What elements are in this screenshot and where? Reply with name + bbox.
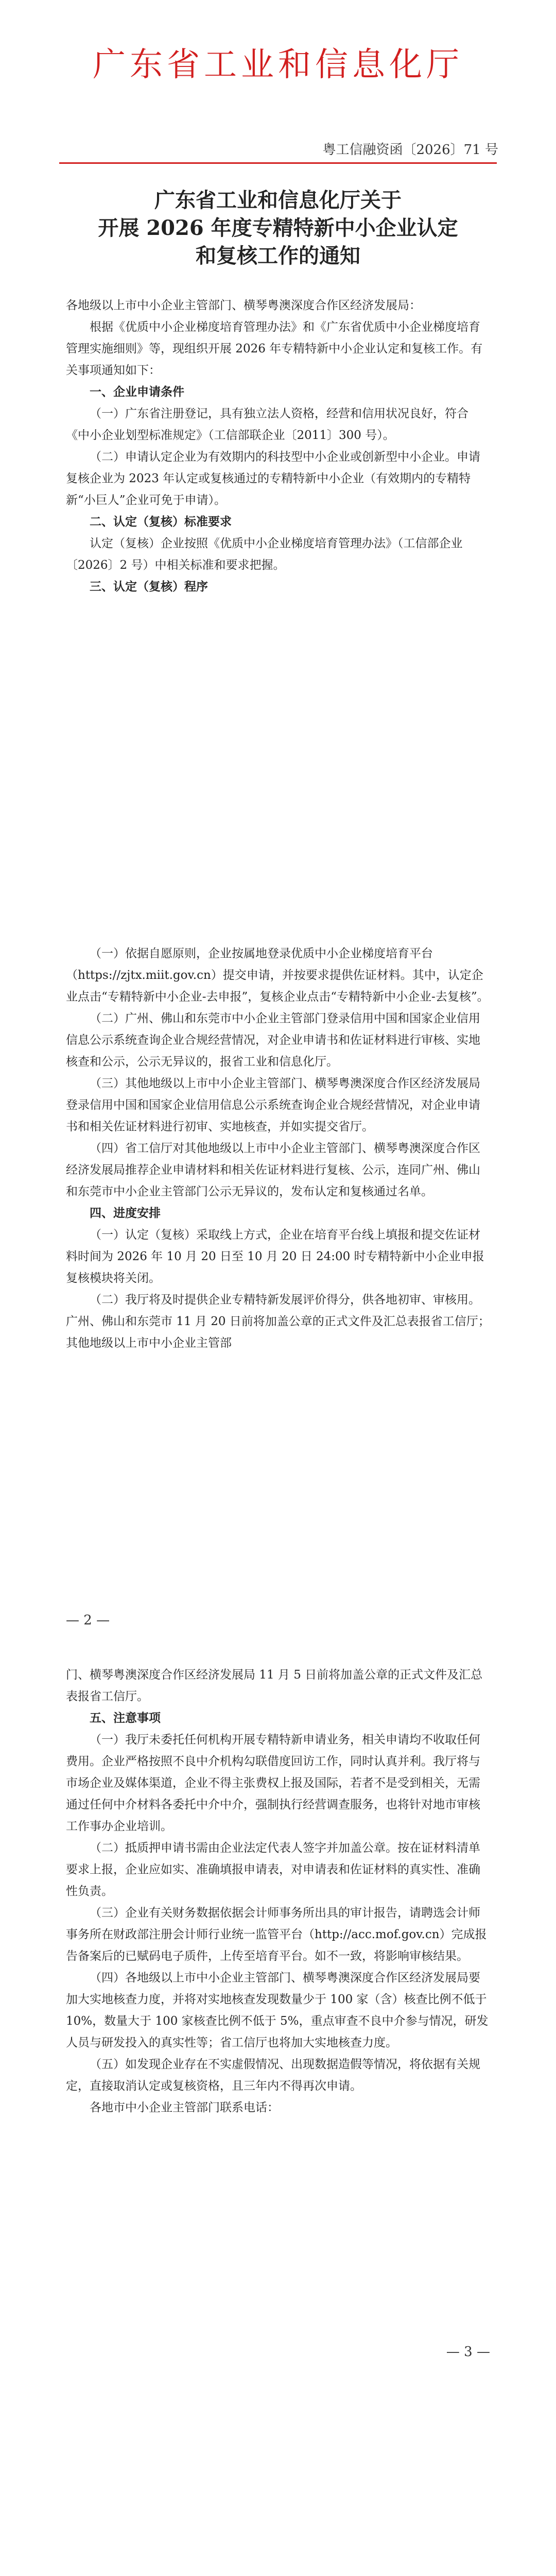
section-heading-3: 三、认定（复核）程序 [90,580,208,594]
page-1 [0,0,556,912]
notice-title-line-2: 开展 2026 年度专精特新中小企业认定 [98,216,458,240]
paragraph: （三）企业有关财务数据依据会计师事务所出具的审计报告，请聘选会计师事务所在财政部注册会计师行业统一监管平台（http://acc.mof.gov.cn）完成报告备案后的已赋码电子质件，上传至培育平台。如不一致，将影响审核结果。 [66,1906,487,1963]
section-heading-1: 一、企业申请条件 [90,385,184,399]
paragraph: （二）申请认定企业为有效期内的科技型中小企业或创新型中小企业。申请复核企业为 2023 年认定或复核通过的专精特新中小企业（有效期内的专精特新“小巨人”企业可免于申请）。 [66,450,480,507]
paragraph: （一）依据自愿原则，企业按属地登录优质中小企业梯度培育平台（https://zjtx.miit.gov.cn）提交申请，并按要求提供佐证材料。其中，认定企业点击“专精特新中小企业-去申报”，复核企业点击“专精特新中小企业-去复核”。 [66,947,489,1004]
section-heading-5: 五、注意事项 [90,1711,161,1725]
document-number: 粤工信融资函〔2026〕71 号 [322,142,498,158]
paragraph: （五）如发现企业存在不实虚假情况、出现数据造假等情况，将依据有关规定，直接取消认定或复核资格，且三年内不得再次申请。 [66,2058,480,2093]
paragraph: 各地市中小企业主管部门联系电话： [90,2101,279,2114]
page-3 [0,1664,556,2385]
notice-title-line-3: 和复核工作的通知 [196,244,360,268]
paragraph: （三）其他地级以上市中小企业主管部门、横琴粤澳深度合作区经济发展局登录信用中国和国家企业信用信息公示系统查询企业合规经营情况，对企业申请书和相关佐证材料进行初审、实地核查，并如实提交省厅。 [66,1077,480,1133]
red-divider [59,162,497,164]
page-1-body [66,295,491,598]
page-4 [0,2385,556,2576]
page-number: — 3 — [446,2344,490,2360]
paragraph: （二）我厅将及时提供企业专精特新发展评价得分，供各地初审、审核用。广州、佛山和东莞市 11 月 20 日前将加盖公章的正式文件及汇总表报省工信厅；其他地级以上市中小企业主管部 [66,1293,490,1350]
paragraph: （一）认定（复核）采取线上方式，企业在培育平台线上填报和提交佐证材料时间为 2026 年 10 月 20 日至 10 月 20 日 24:00 时专精特新中小企业申报复核模块将关闭。 [66,1228,484,1285]
section-heading-4: 四、进度安排 [90,1206,161,1220]
paragraph: （二）广州、佛山和东莞市中小企业主管部门登录信用中国和国家企业信用信息公示系统查询企业合规经营情况，对企业申请书和佐证材料进行审核、实地核查和公示，公示无异议的，报省工业和信息化厅。 [66,1012,480,1069]
paragraph: 门、横琴粤澳深度合作区经济发展局 11 月 5 日前将加盖公章的正式文件及汇总表报省工信厅。 [66,1668,483,1703]
salutation: 各地级以上市中小企业主管部门、横琴粤澳深度合作区经济发展局： [66,299,421,312]
section-heading-2: 二、认定（复核）标准要求 [90,515,232,529]
paragraph: （四）各地级以上市中小企业主管部门、横琴粤澳深度合作区经济发展局要加大实地核查力度，并将对实地核查发现数量少于 100 家（含）核查比例不低于 10%，数量大于 100 家核查比例不低于 5%，重点审查不良中介参与情况，研发人员与研发投入的真实性等；省工信厅也将加大实地核查力度。 [66,1971,489,2049]
intro-paragraph: 根据《优质中小企业梯度培育管理办法》和《广东省优质中小企业梯度培育管理实施细则》等，现组织开展 2026 年专精特新中小企业认定和复核工作。有关事项通知如下： [66,320,483,377]
page-number: — 2 — [66,1613,110,1628]
page-3-body [66,1664,491,2119]
agency-header-title: 广东省工业和信息化厅 [93,46,463,84]
notice-title [0,187,556,270]
paragraph: （一）广东省注册登记，具有独立法人资格，经营和信用状况良好，符合《中小企业划型标准规定》（工信部联企业〔2011〕300 号）。 [66,407,468,442]
notice-title-line-1: 广东省工业和信息化厅关于 [154,188,402,212]
paragraph: 认定（复核）企业按照《优质中小企业梯度培育管理办法》（工信部企业〔2026〕2 号）中相关标准和要求把握。 [66,537,463,572]
paragraph: （一）我厅未委托任何机构开展专精特新申请业务，相关申请均不收取任何费用。企业严格按照不良中介机构勾联借度回访工作，同时认真并利。我厅将与市场企业及媒体渠道，企业不得主张费权上报及国际，若者不是受到相关，无需通过任何中介材料各委托中介中介，强制执行经营调查服务，也将针对地市审核工作事办企业培训。 [66,1733,480,1833]
paragraph: （二）抵质押申请书需由企业法定代表人签字并加盖公章。按在证材料清单要求上报，企业应如实、准确填报申请表，对申请表和佐证材料的真实性、准确性负责。 [66,1841,480,1898]
paragraph: （四）省工信厅对其他地级以上市中小企业主管部门、横琴粤澳深度合作区经济发展局推荐企业申请材料和相关佐证材料进行复核、公示，连同广州、佛山和东莞市中小企业主管部门公示无异议的，发布认定和复核通过名单。 [66,1142,480,1198]
page-2 [0,943,556,1664]
page-2-body [66,943,491,1354]
